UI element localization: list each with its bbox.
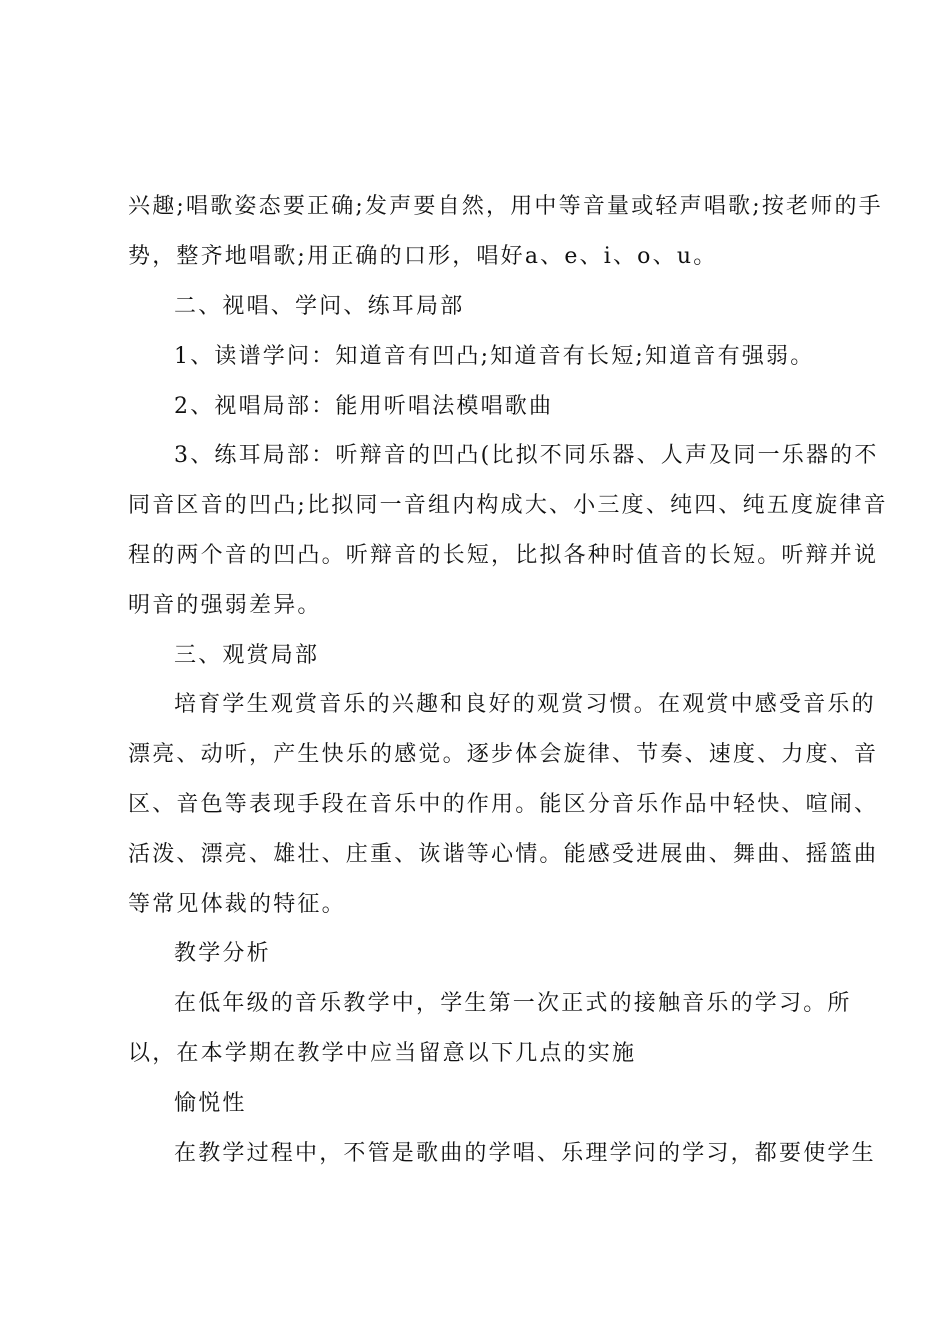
paragraph-line: 1、读谱学问：知道音有凹凸;知道音有长短;知道音有强弱。 xyxy=(174,344,815,369)
paragraph-line: 明音的强弱差异。 xyxy=(128,593,322,618)
paragraph-line: 兴趣;唱歌姿态要正确;发声要自然，用中等音量或轻声唱歌;按老师的手 xyxy=(128,194,883,219)
paragraph-line: 2、视唱局部：能用听唱法模唱歌曲 xyxy=(174,394,554,419)
paragraph-line: 等常见体裁的特征。 xyxy=(128,892,346,917)
section-heading: 三、观赏局部 xyxy=(174,643,320,668)
section-heading: 二、视唱、学问、练耳局部 xyxy=(174,294,465,319)
paragraph-line: 以，在本学期在教学中应当留意以下几点的实施 xyxy=(128,1041,637,1066)
paragraph-line: 3、练耳局部：听辩音的凹凸(比拟不同乐器、人声及同一乐器的不 xyxy=(174,443,879,468)
paragraph-line: 势，整齐地唱歌;用正确的口形，唱好a、e、i、o、u。 xyxy=(128,244,718,269)
paragraph-line: 漂亮、动听，产生快乐的感觉。逐步体会旋律、节奏、速度、力度、音 xyxy=(128,742,879,767)
paragraph-line: 程的两个音的凹凸。听辩音的长短，比拟各种时值音的长短。听辩并说 xyxy=(128,543,879,568)
paragraph-line: 培育学生观赏音乐的兴趣和良好的观赏习惯。在观赏中感受音乐的 xyxy=(174,692,876,717)
paragraph-line: 在教学过程中，不管是歌曲的学唱、乐理学问的学习，都要使学生 xyxy=(174,1141,876,1166)
section-heading: 愉悦性 xyxy=(174,1091,247,1116)
paragraph-line: 在低年级的音乐教学中，学生第一次正式的接触音乐的学习。所 xyxy=(174,991,852,1016)
paragraph-line: 区、音色等表现手段在音乐中的作用。能区分音乐作品中轻快、喧闹、 xyxy=(128,792,879,817)
paragraph-line: 同音区音的凹凸;比拟同一音组内构成大、小三度、纯四、纯五度旋律音 xyxy=(128,493,888,518)
section-heading: 教学分析 xyxy=(174,941,271,966)
paragraph-line: 活泼、漂亮、雄壮、庄重、诙谐等心情。能感受进展曲、舞曲、摇篮曲 xyxy=(128,842,879,867)
